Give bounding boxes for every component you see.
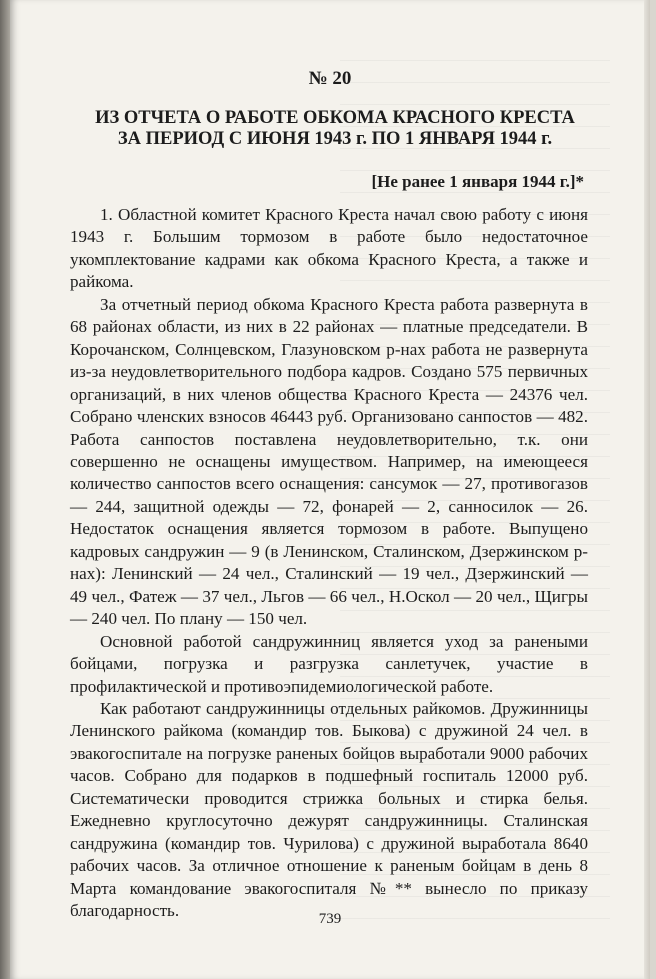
paragraph: Основной работой сандружинниц является уход за ранеными бойцами, погрузка и разгрузка санлетучек, участие в профилактической и противоэпидемиологической работе. [70, 631, 588, 696]
paragraph: За отчетный период обкома Красного Креста работа развернута в 68 районах области, из них в 22 районах — платные председатели. В Корочанском, Солнцевском, Глазуновском р-нах работа не развернута из-за неудовлетворительного подбора кадров. Создано 575 первичных организаций, в них членов общества Красного Креста — 24376 чел. Собрано членских взносов 46443 руб. Организовано санпостов — 482. Работа санпостов поставлена неудовлетворительно, т.к. они совершенно не оснащены имуществом. Например, на имеющееся количество санпостов всего оснащения: сансумок — 27, противогазов — 244, защитной одежды — 72, фонарей — 2, санносилок — 26. Недостаток оснащения является тормозом в работе. Выпущено кадровых сандружин — 9 (в Ленинском, Сталинском, Дзержинском р-нах): Ленинский — 24 чел., Сталинский — 19 чел., Дзержинский — 49 чел., Фатеж — 37 чел., Льгов — 66 чел., Н.Оскол — 20 чел., Щигры — 240 чел. По плану — 150 чел. [70, 294, 588, 629]
page-edge [644, 0, 650, 979]
book-spine-shadow [0, 0, 10, 979]
document-title [70, 108, 600, 150]
book-page [10, 0, 650, 979]
document-date-note: [Не ранее 1 января 1944 г.]* [371, 172, 584, 191]
document-title-line: ЗА ПЕРИОД С ИЮНЯ 1943 г. ПО 1 ЯНВАРЯ 1944 г. [117, 129, 553, 149]
page-number: 739 [318, 911, 342, 927]
paragraph: 1. Областной комитет Красного Креста начал свою работу с июня 1943 г. Большим тормозом в работе было недостаточное укомплектование кадрами как обкома Красного Креста, а также и райкома. [70, 205, 588, 292]
document-number: № 20 [308, 68, 352, 89]
document-title-line: ИЗ ОТЧЕТА О РАБОТЕ ОБКОМА КРАСНОГО КРЕСТА [95, 108, 575, 128]
paragraph: Как работают сандружинницы отдельных райкомов. Дружинницы Ленинского райкома (командир тов. Быкова) с дружиной 24 чел. в эвакогоспитале на погрузке раненых бойцов выработали 9000 рабочих часов. Собрано для подарков в подшефный госпиталь 12000 руб. Систематически проводится стрижка больных и стирка белья. Ежедневно круглосуточно дежурят сандружинницы. Сталинская сандружина (командир тов. Чурилова) с дружиной выработала 8640 рабочих часов. За отличное отношение к раненым бойцам в день 8 Марта командование эвакогоспиталя №** вынесло по приказу благодарность. [70, 698, 588, 921]
document-body [70, 204, 588, 923]
